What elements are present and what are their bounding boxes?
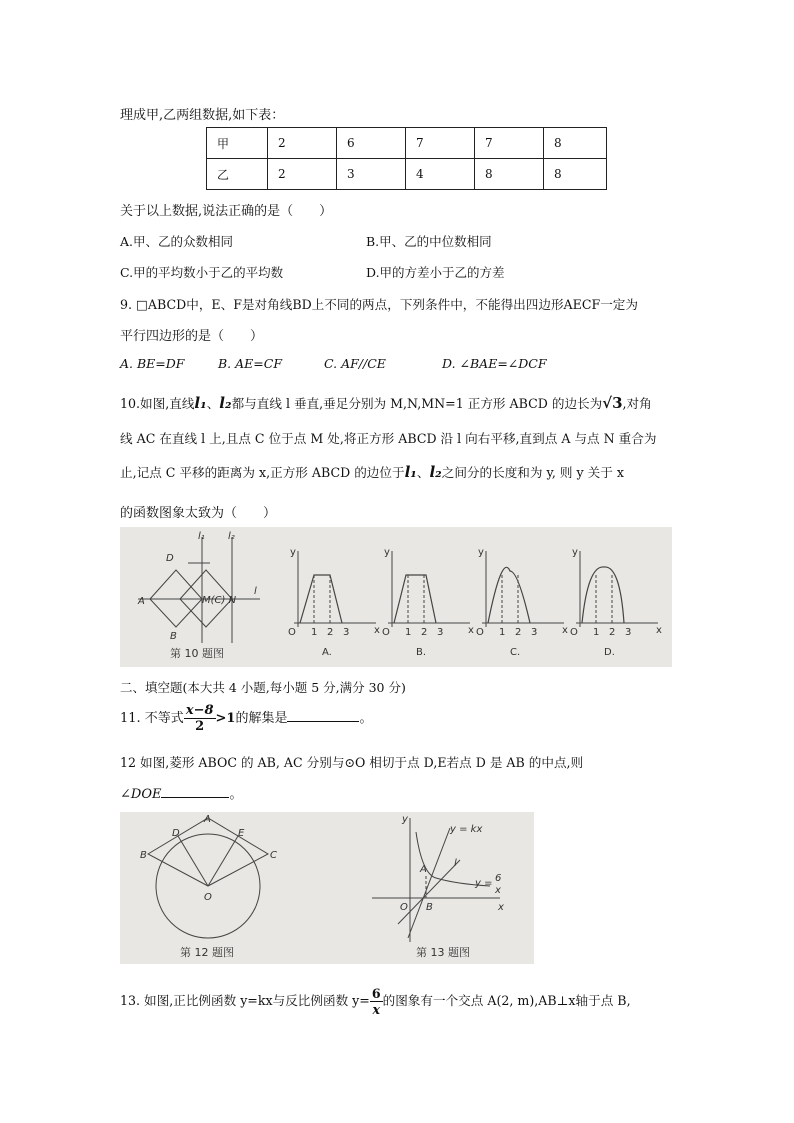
q8-option-d: D.甲的方差小于乙的方差	[366, 265, 505, 280]
graph-tick-label: 2	[609, 627, 616, 638]
label-B: B	[170, 631, 177, 642]
graph-tick-label: 2	[421, 627, 428, 638]
q9-option-d: D. ∠BAE=∠DCF	[442, 356, 547, 371]
fig10-caption: 第 10 题图	[170, 647, 224, 660]
cell: 7	[475, 128, 544, 159]
q10-line1-a: 10.如图,直线	[120, 396, 195, 411]
fig13-label-l: l	[454, 858, 457, 869]
cell: 8	[544, 128, 607, 159]
graph-choice-label: A.	[322, 647, 332, 658]
figure-10	[120, 527, 672, 667]
graph-y-label: y	[290, 547, 296, 558]
graph-curve	[582, 567, 624, 623]
fig13-label-y6x: y =	[475, 878, 493, 889]
fig12-label-B: B	[140, 850, 147, 861]
fig13-caption: 第 13 题图	[416, 946, 470, 959]
line-ykx	[408, 828, 450, 938]
q9-option-a: A. BE=DF	[120, 356, 185, 371]
graph-curve	[488, 567, 530, 623]
table-row	[207, 128, 607, 159]
q9-line2: 平行四边形的是（ ）	[120, 329, 264, 344]
graph-origin-label: O	[382, 627, 390, 638]
graph-y-label: y	[572, 547, 578, 558]
fig12-caption: 第 12 题图	[180, 946, 234, 959]
label-l2: l₂	[228, 531, 235, 542]
cell: 2	[268, 128, 337, 159]
q12-angle: ∠DOE	[120, 787, 162, 802]
graph-choice-label: D.	[604, 647, 615, 658]
q11-fraction	[184, 703, 216, 734]
fig13-label-A: A	[420, 864, 427, 875]
q13-prefix: 13. 如图,正比例函数 y=kx与反比例函数 y=	[120, 993, 370, 1008]
fig12-label-A: A	[204, 814, 211, 825]
graph-choice-label: B.	[416, 647, 427, 658]
q11-numerator: x−8	[185, 703, 214, 718]
q10-line3-sep: 、	[416, 465, 430, 480]
q9-option-c: C. AF//CE	[324, 356, 386, 371]
fig12-label-C: C	[270, 850, 277, 861]
graph-y-label: y	[384, 547, 390, 558]
q13-suffix: 的图象有一个交点 A(2, m),AB⊥x轴于点 B,	[382, 993, 631, 1008]
q10-line3-l1: l₁	[404, 463, 417, 481]
graph-tick-label: 1	[405, 627, 412, 638]
fig13-label-O: O	[400, 902, 408, 913]
fig13-label-B: B	[426, 902, 433, 913]
q10-line4: 的函数图象太致为（ ）	[120, 506, 277, 521]
graph-curve	[300, 575, 342, 623]
cell: 3	[337, 159, 406, 190]
label-A: A	[138, 596, 145, 607]
q10-l1: l₁	[194, 394, 207, 412]
graph-curve	[394, 575, 436, 623]
graph-y-label: y	[478, 547, 484, 558]
label-l1: l₁	[198, 531, 205, 542]
cell: 8	[475, 159, 544, 190]
q11-line	[120, 703, 373, 734]
q9-line1: 9. □ABCD中，E、F是对角线BD上不同的两点，下列条件中，不能得出四边形AECF一定为	[120, 297, 638, 312]
q11-denominator: 2	[195, 719, 205, 734]
fig13-label-6: 6	[495, 873, 502, 884]
row-label-jia: 甲	[207, 128, 268, 159]
graph-tick-label: 2	[515, 627, 522, 638]
q8-option-c: C.甲的平均数小于乙的平均数	[120, 265, 284, 280]
q10-line2: 线 AC 在直线 l 上,且点 C 位于点 M 处,将正方形 ABCD 沿 l 向右平移,直到点 A 与点 N 重合为	[120, 431, 657, 446]
q10-line1-c: ,对角	[622, 396, 652, 411]
q13-line	[120, 986, 631, 1017]
fig13-label-x: x	[498, 902, 504, 913]
graph-tick-label: 3	[437, 627, 444, 638]
graph-x-label: x	[468, 625, 474, 636]
figures-12-13-drawing	[120, 812, 534, 964]
q8-option-a: A.甲、乙的众数相同	[120, 234, 234, 249]
fig13-label-ykx: y = kx	[450, 824, 483, 835]
q10-line3-l2: l₂	[429, 463, 442, 481]
q11-answer-blank[interactable]	[287, 709, 359, 722]
q11-end: 。	[359, 711, 373, 726]
q10-l2: l₂	[219, 394, 232, 412]
q13-fraction	[370, 986, 383, 1017]
graph-x-label: x	[374, 625, 380, 636]
intro-text: 理成甲,乙两组数据,如下表：	[120, 108, 285, 123]
q11-prefix: 11. 不等式	[120, 711, 184, 726]
label-MCN: M(C) N	[202, 595, 237, 606]
fig12-label-O: O	[204, 892, 212, 903]
fig13-label-y: y	[402, 814, 408, 825]
q12-end: 。	[229, 787, 243, 802]
cell: 6	[337, 128, 406, 159]
q9-option-b: B. AE=CF	[218, 356, 282, 371]
cell: 7	[406, 128, 475, 159]
q13-numerator: 6	[371, 986, 381, 1001]
q10-line3-a: 止,记点 C 平移的距离为 x,正方形 ABCD 的边位于	[120, 465, 405, 480]
label-l: l	[254, 586, 257, 597]
figure-10-drawing	[120, 527, 672, 667]
graph-tick-label: 3	[343, 627, 350, 638]
q10-line3-b: 之间分的长度和为 y, 则 y 关于 x	[441, 465, 624, 480]
figure-12	[148, 818, 268, 938]
rhombus-ABOC	[148, 818, 268, 886]
section-2-heading: 二、填空题(本大共 4 小题,每小题 5 分,满分 30 分)	[120, 680, 406, 695]
graph-tick-label: 1	[311, 627, 318, 638]
figures-12-13	[120, 812, 534, 964]
row-label-yi: 乙	[207, 159, 268, 190]
graph-tick-label: 2	[327, 627, 334, 638]
graph-tick-label: 3	[625, 627, 632, 638]
graph-tick-label: 3	[531, 627, 538, 638]
q11-relation: >1	[215, 711, 236, 726]
graph-origin-label: O	[570, 627, 578, 638]
fig12-label-E: E	[238, 828, 245, 839]
graph-tick-label: 1	[499, 627, 506, 638]
q13-denominator: x	[372, 1002, 380, 1017]
fig12-label-D: D	[172, 828, 180, 839]
graph-origin-label: O	[476, 627, 484, 638]
fig13-label-x-den: x	[495, 885, 501, 896]
q10-line1-b: 都与直线 l 垂直,垂足分别为 M,N,MN=1 正方形 ABCD 的边长为	[231, 396, 603, 411]
label-D: D	[166, 553, 174, 564]
q12-line2	[120, 783, 242, 802]
graph-x-label: x	[562, 625, 568, 636]
graph-x-label: x	[656, 625, 662, 636]
q8-option-b: B.甲、乙的中位数相同	[366, 234, 492, 249]
graph-origin-label: O	[288, 627, 296, 638]
q12-answer-blank[interactable]	[161, 785, 229, 798]
graph-tick-label: 1	[593, 627, 600, 638]
table-row	[207, 159, 607, 190]
q10-sqrt: √3	[602, 394, 623, 412]
data-table	[206, 127, 607, 190]
cell: 8	[544, 159, 607, 190]
q10-line3	[120, 462, 624, 481]
q11-suffix: 的解集是	[235, 711, 288, 726]
q10-line1	[120, 393, 652, 412]
q12-line1: 12 如图,菱形 ABOC 的 AB, AC 分别与⊙O 相切于点 D,E若点 D 是 AB 的中点,则	[120, 755, 584, 770]
cell: 2	[268, 159, 337, 190]
cell: 4	[406, 159, 475, 190]
q10-sep: 、	[206, 396, 220, 411]
line-l	[398, 860, 460, 924]
graph-choice-label: C.	[510, 647, 521, 658]
q8-stem: 关于以上数据,说法正确的是（ ）	[120, 204, 333, 219]
